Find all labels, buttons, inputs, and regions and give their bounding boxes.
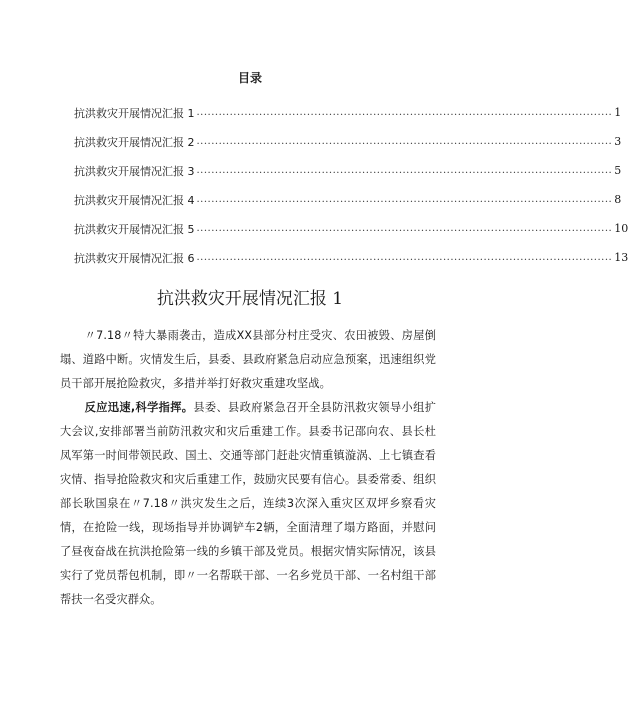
toc-entry-label: 抗洪救灾开展情况汇报 4: [74, 193, 195, 207]
toc-dot-leader: .................................................................................................................: [196, 136, 613, 147]
toc-dot-leader: .................................................................................................................: [196, 107, 613, 118]
toc-entry[interactable]: [74, 243, 628, 272]
toc-entry-label: 抗洪救灾开展情况汇报 1: [74, 106, 195, 120]
toc-dot-leader: .................................................................................................................: [196, 223, 613, 234]
toc-entry-label: 抗洪救灾开展情况汇报 5: [74, 222, 195, 236]
paragraph-lead-heading: 反应迅速,科学指挥。: [84, 401, 194, 414]
toc-dot-leader: .................................................................................................................: [196, 194, 613, 205]
toc-page-number: 13: [614, 251, 628, 264]
paragraph: [60, 396, 436, 612]
paragraph-body: 县委、县政府紧急召开全县防汛救灾领导小组扩大会议,安排部署当前防汛救灾和灾后重建工作。县委书记邵向农、县长杜凤军第一时间带领民政、国土、交通等部门赶赴灾情重镇漩涡、上七镇查看灾情、指导抢险救灾和灾后重建工作，鼓励灾民要有信心。县委常委、组织部长耿国泉在〃7.18〃洪灾发生之后，连续3次深入重灾区双坪乡察看灾情，在抢险一线，现场指导并协调铲车2辆，全面清理了塌方路面，并慰问了昼夜奋战在抗洪抢险第一线的乡镇干部及党员。根据灾情实际情况，该县实行了党员帮包机制，即〃一名帮联干部、一名乡党员干部、一名村组干部帮扶一名受灾群众。: [60, 401, 436, 606]
body-text: [60, 324, 436, 612]
toc-entry-label: 抗洪救灾开展情况汇报 2: [74, 135, 195, 149]
toc-page-number: 1: [614, 106, 622, 119]
toc-page-number: 8: [614, 193, 622, 206]
toc-entry-label: 抗洪救灾开展情况汇报 3: [74, 164, 195, 178]
table-of-contents: [74, 98, 628, 272]
toc-entry[interactable]: [74, 185, 622, 214]
section-heading: 抗洪救灾开展情况汇报 1: [156, 289, 344, 309]
toc-dot-leader: .................................................................................................................: [196, 165, 613, 176]
toc-entry[interactable]: [74, 214, 628, 243]
toc-entry[interactable]: [74, 98, 622, 127]
toc-page-number: 3: [614, 135, 622, 148]
toc-title: 目录: [237, 71, 262, 85]
toc-entry[interactable]: [74, 127, 622, 156]
toc-page-number: 5: [614, 164, 622, 177]
toc-entry[interactable]: [74, 156, 622, 185]
toc-entry-label: 抗洪救灾开展情况汇报 6: [74, 251, 195, 265]
toc-dot-leader: .................................................................................................................: [196, 252, 613, 263]
paragraph: 〃7.18〃特大暴雨袭击，造成XX县部分村庄受灾、农田被毁、房屋倒塌、道路中断。灾情发生后，县委、县政府紧急启动应急预案，迅速组织党员干部开展抢险救灾，多措并举打好救灾重建攻坚战。: [60, 329, 436, 390]
toc-page-number: 10: [614, 222, 628, 235]
